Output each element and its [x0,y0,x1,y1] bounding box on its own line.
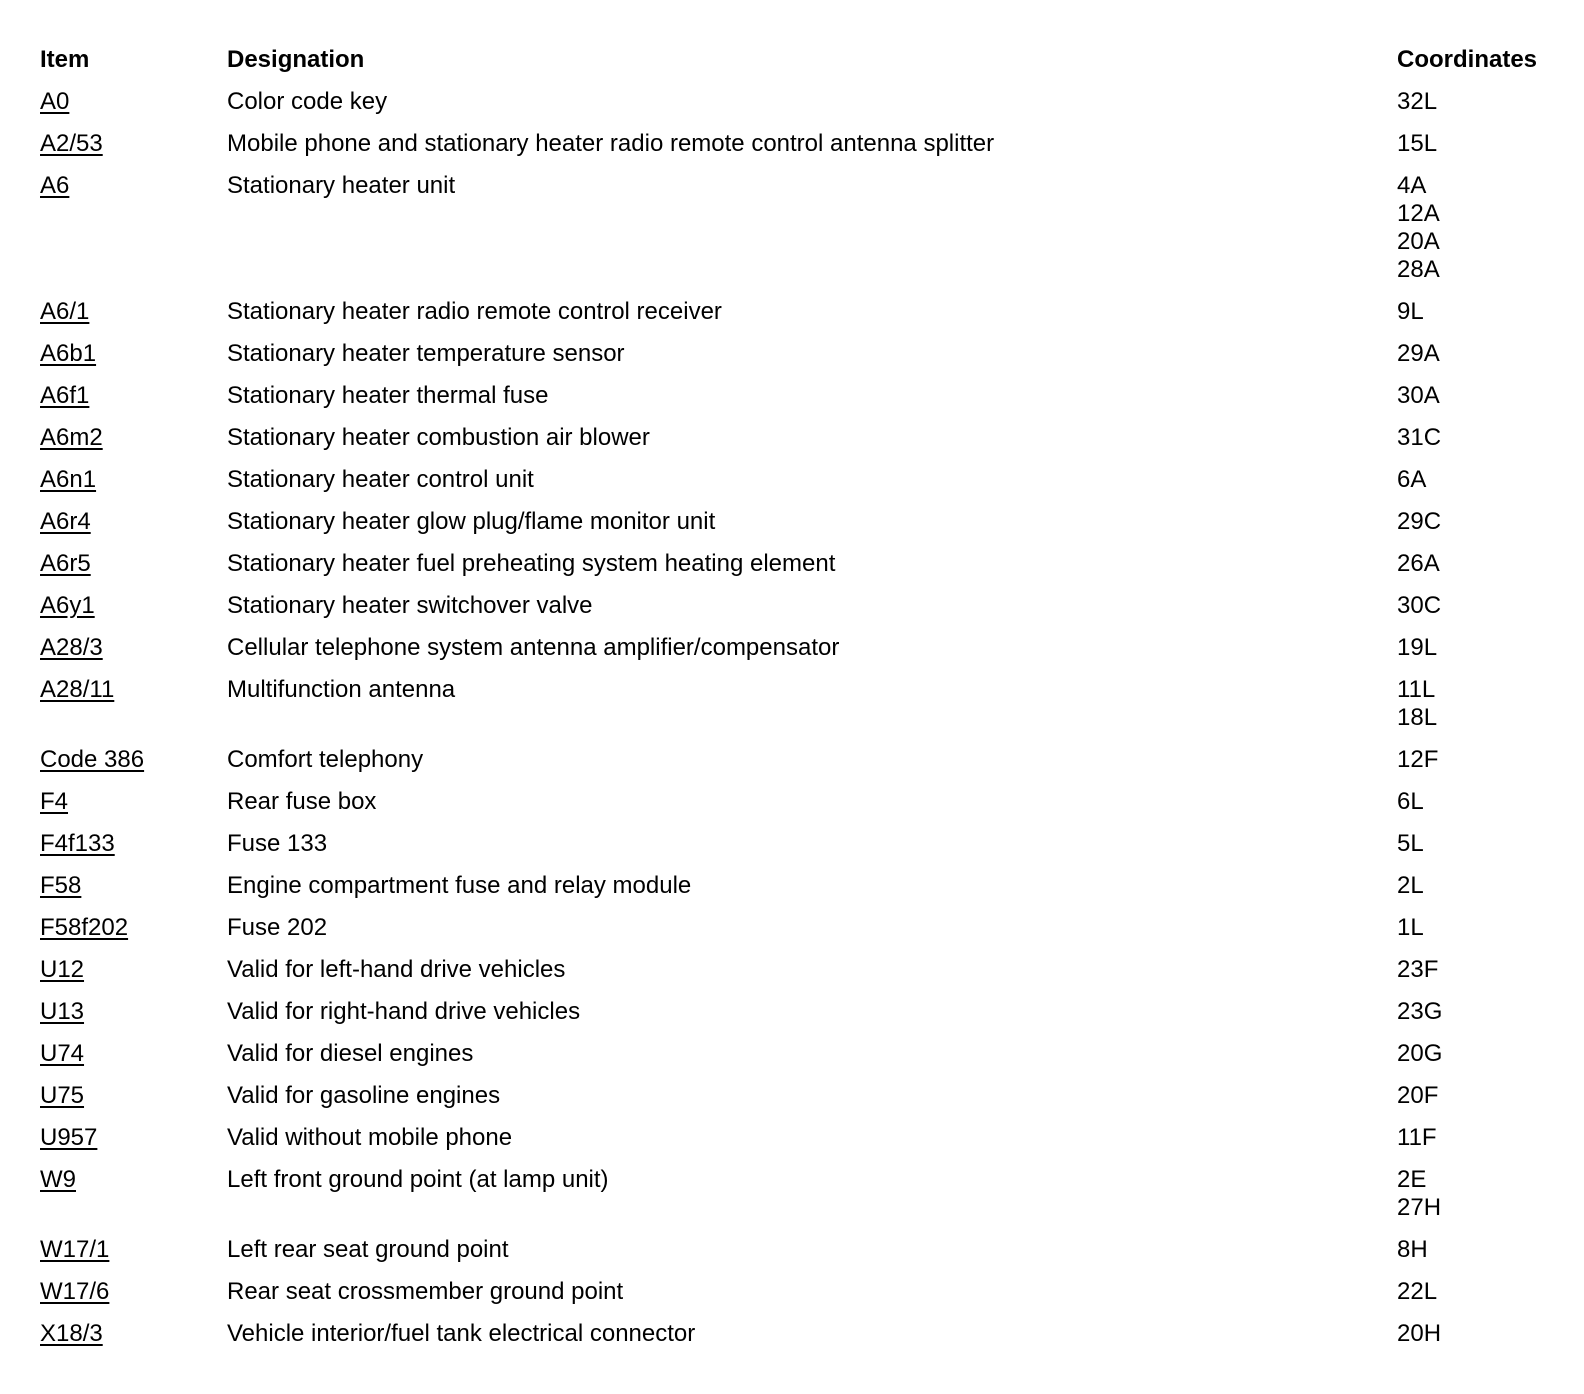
coordinates-cell [1397,998,1442,1026]
table-row [0,382,1584,424]
designation-text: Valid for right-hand drive vehicles [227,998,581,1025]
item-link[interactable]: A6r4 [40,508,91,535]
table-row [0,746,1584,788]
item-link[interactable]: F4f133 [40,830,115,857]
table-row [0,830,1584,872]
coordinates-cell [1397,872,1424,900]
table-header [0,42,1584,78]
item-link[interactable]: A6y1 [40,592,95,619]
item-link[interactable]: Code 386 [40,746,145,773]
table-row [0,298,1584,340]
coordinates-cell [1397,1166,1441,1222]
item-link[interactable]: W17/6 [40,1278,110,1305]
header-coordinates: Coordinates [1397,46,1538,73]
item-link[interactable]: F58f202 [40,914,129,941]
designation-text: Mobile phone and stationary heater radio remote control antenna splitter [227,130,995,157]
item-link[interactable]: U957 [40,1124,98,1151]
coordinate-value: 5L [1397,830,1424,857]
coordinates-cell [1397,298,1424,326]
item-link[interactable]: X18/3 [40,1320,103,1347]
coordinates-cell [1397,1278,1437,1306]
table-row [0,592,1584,634]
item-link[interactable]: A6b1 [40,340,97,367]
table-row [0,956,1584,998]
coordinates-cell [1397,130,1437,158]
table-row [0,788,1584,830]
table-row [0,1082,1584,1124]
coordinate-value: 19L [1397,634,1438,661]
coordinate-value: 29A [1397,340,1440,367]
table-row [0,130,1584,172]
coordinates-cell [1397,550,1440,578]
coordinates-cell [1397,914,1424,942]
item-link[interactable]: A6n1 [40,466,97,493]
coordinate-value: 23F [1397,956,1439,983]
designation-text: Valid without mobile phone [227,1124,513,1151]
item-link[interactable]: A6/1 [40,298,90,325]
item-link[interactable]: A28/3 [40,634,103,661]
designation-text: Cellular telephone system antenna amplifier/compensator [227,634,840,661]
designation-text: Stationary heater unit [227,172,456,199]
designation-text: Valid for left-hand drive vehicles [227,956,566,983]
coordinate-value: 28A [1397,256,1440,283]
item-link[interactable]: A6f1 [40,382,90,409]
coordinate-value: 4A [1397,172,1427,199]
coordinates-cell [1397,508,1441,536]
coordinate-value: 12F [1397,746,1439,773]
designation-text: Fuse 133 [227,830,328,857]
coordinates-cell [1397,1320,1441,1348]
coordinate-value: 22L [1397,1278,1438,1305]
coordinate-value: 20G [1397,1040,1443,1067]
coordinates-cell [1397,340,1440,368]
coordinates-cell [1397,1124,1437,1152]
coordinate-value: 30A [1397,382,1440,409]
designation-text: Rear fuse box [227,788,377,815]
coordinate-value: 32L [1397,88,1438,115]
designation-text: Rear seat crossmember ground point [227,1278,624,1305]
item-link[interactable]: A6r5 [40,550,91,577]
designation-text: Left rear seat ground point [227,1236,509,1263]
table-row [0,508,1584,550]
coordinate-value: 18L [1397,704,1438,731]
designation-text: Color code key [227,88,388,115]
coordinates-cell [1397,424,1441,452]
coordinate-value: 6A [1397,466,1427,493]
coordinates-cell [1397,592,1441,620]
coordinate-value: 9L [1397,298,1424,325]
coordinate-value: 20A [1397,228,1440,255]
designation-text: Stationary heater glow plug/flame monitor unit [227,508,716,535]
designation-text: Valid for gasoline engines [227,1082,501,1109]
table-body [0,88,1584,1362]
coordinate-value: 30C [1397,592,1442,619]
designation-text: Stationary heater radio remote control receiver [227,298,722,325]
table-row [0,424,1584,466]
designation-text: Engine compartment fuse and relay module [227,872,692,899]
coordinate-value: 27H [1397,1194,1442,1221]
item-link[interactable]: U74 [40,1040,85,1067]
coordinates-cell [1397,956,1438,984]
coordinate-value: 12A [1397,200,1440,227]
designation-text: Multifunction antenna [227,676,456,703]
coordinates-cell [1397,172,1440,284]
coordinate-value: 2L [1397,872,1424,899]
table-row [0,1124,1584,1166]
table-row [0,1040,1584,1082]
table-row [0,1166,1584,1236]
coordinate-value: 11F [1397,1124,1437,1151]
designation-text: Stationary heater fuel preheating system heating element [227,550,836,577]
coordinates-cell [1397,382,1440,410]
table-row [0,872,1584,914]
item-link[interactable]: A2/53 [40,130,103,157]
table-row [0,634,1584,676]
item-link[interactable]: F58 [40,872,82,899]
header-item: Item [40,46,90,73]
coordinates-cell [1397,676,1437,732]
coordinates-cell [1397,830,1424,858]
table-row [0,172,1584,298]
coordinate-value: 31C [1397,424,1442,451]
table-row [0,550,1584,592]
coordinates-cell [1397,466,1426,494]
item-link[interactable]: U12 [40,956,85,983]
coordinates-cell [1397,88,1437,116]
coordinates-cell [1397,1082,1438,1110]
item-link[interactable]: A0 [40,88,70,115]
coordinates-cell [1397,634,1437,662]
designation-text: Stationary heater thermal fuse [227,382,549,409]
table-row [0,466,1584,508]
item-link[interactable]: A6m2 [40,424,103,451]
table-row [0,914,1584,956]
coordinate-value: 29C [1397,508,1442,535]
coordinate-value: 8H [1397,1236,1428,1263]
designation-text: Comfort telephony [227,746,424,773]
coordinate-value: 1L [1397,914,1424,941]
table-row [0,676,1584,746]
table-row [0,88,1584,130]
table-row [0,1320,1584,1362]
designation-text: Stationary heater control unit [227,466,534,493]
designation-text: Left front ground point (at lamp unit) [227,1166,609,1193]
item-link[interactable]: U13 [40,998,85,1025]
item-link[interactable]: W17/1 [40,1236,110,1263]
designation-text: Stationary heater combustion air blower [227,424,650,451]
table-row [0,998,1584,1040]
coordinates-cell [1397,1040,1442,1068]
coordinate-value: 23G [1397,998,1443,1025]
coordinate-value: 15L [1397,130,1438,157]
coordinates-cell [1397,1236,1428,1264]
item-link[interactable]: U75 [40,1082,85,1109]
coordinate-value: 20F [1397,1082,1439,1109]
item-link[interactable]: W9 [40,1166,76,1193]
coordinates-cell [1397,788,1424,816]
designation-text: Stationary heater temperature sensor [227,340,625,367]
item-link[interactable]: F4 [40,788,69,815]
item-link[interactable]: A28/11 [40,676,115,703]
coordinate-value: 11L [1397,676,1436,703]
designation-text: Stationary heater switchover valve [227,592,593,619]
table-row [0,1236,1584,1278]
table-row [0,340,1584,382]
designation-text: Valid for diesel engines [227,1040,474,1067]
coordinate-value: 26A [1397,550,1440,577]
header-designation: Designation [227,46,365,73]
designation-text: Fuse 202 [227,914,328,941]
designation-text: Vehicle interior/fuel tank electrical connector [227,1320,696,1347]
coordinate-value: 20H [1397,1320,1442,1347]
coordinate-value: 2E [1397,1166,1427,1193]
table-row [0,1278,1584,1320]
coordinates-cell [1397,746,1438,774]
item-link[interactable]: A6 [40,172,70,199]
coordinate-value: 6L [1397,788,1424,815]
